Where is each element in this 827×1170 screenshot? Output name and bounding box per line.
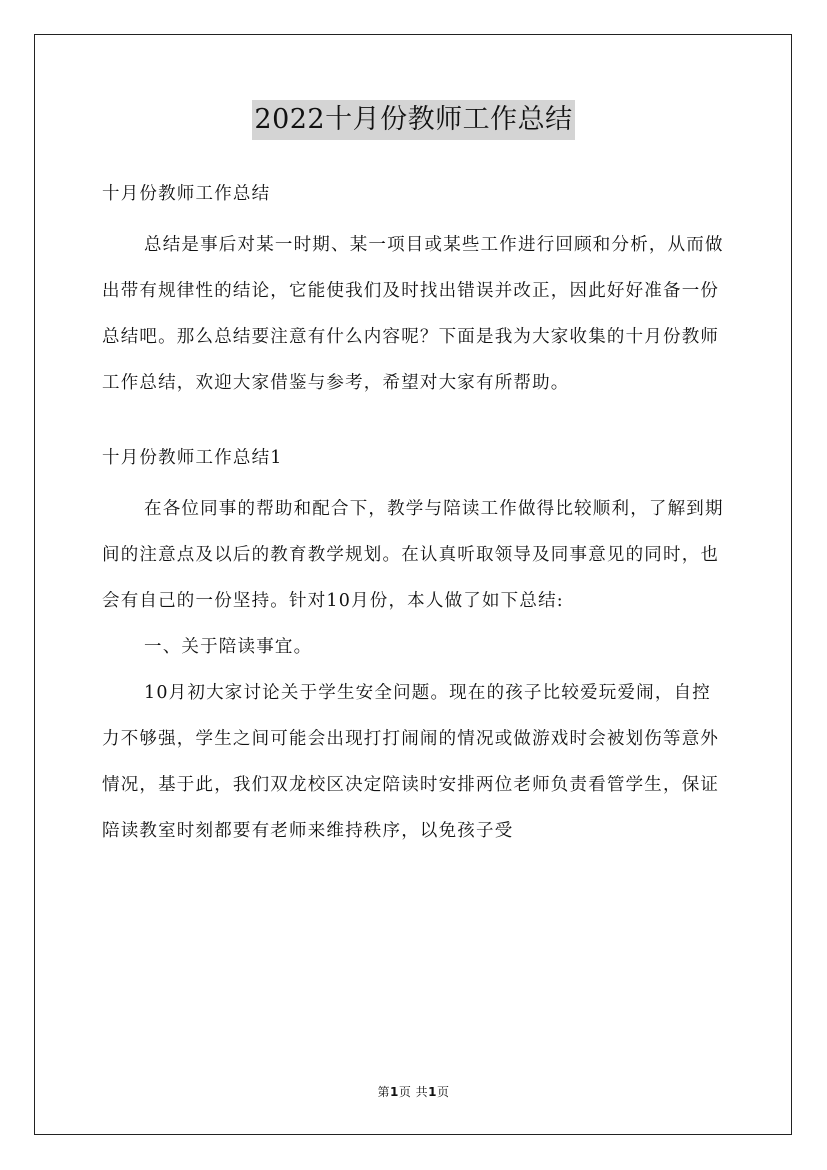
page-footer	[0, 1083, 827, 1100]
body-paragraph-2: 10月初大家讨论关于学生安全问题。现在的孩子比较爱玩爱闹，自控力不够强，学生之间可能会出现打打闹闹的情况或做游戏时会被划伤等意外情况，基于此，我们双龙校区决定陪读时安排两位老师负责看管学生，保证陪读教室时刻都要有老师来维持秩序，以免孩子受	[102, 683, 720, 841]
document-body	[102, 172, 728, 854]
body-paragraph-1: 在各位同事的帮助和配合下，教学与陪读工作做得比较顺利，了解到期间的注意点及以后的教育教学规划。在认真听取领导及同事意见的同时，也会有自己的一份坚持。针对10月份，本人做了如下总结:	[102, 499, 724, 611]
footer-prefix: 第	[377, 1085, 390, 1099]
title-container	[0, 100, 827, 140]
section-heading-intro: 十月份教师工作总结	[102, 184, 271, 204]
footer-mid: 页 共	[398, 1085, 429, 1099]
subheading-1: 一、关于陪读事宜。	[144, 637, 313, 657]
document-title: 2022十月份教师工作总结	[252, 100, 574, 140]
footer-current-page: 1	[389, 1085, 399, 1099]
intro-paragraph: 总结是事后对某一时期、某一项目或某些工作进行回顾和分析，从而做出带有规律性的结论，它能使我们及时找出错误并改正，因此好好准备一份总结吧。那么总结要注意有什么内容呢？下面是我为大家收集的十月份教师工作总结，欢迎大家借鉴与参考，希望对大家有所帮助。	[102, 235, 724, 393]
footer-total-pages: 1	[428, 1085, 438, 1099]
footer-suffix: 页	[437, 1085, 450, 1099]
section-heading-1: 十月份教师工作总结1	[102, 448, 283, 468]
